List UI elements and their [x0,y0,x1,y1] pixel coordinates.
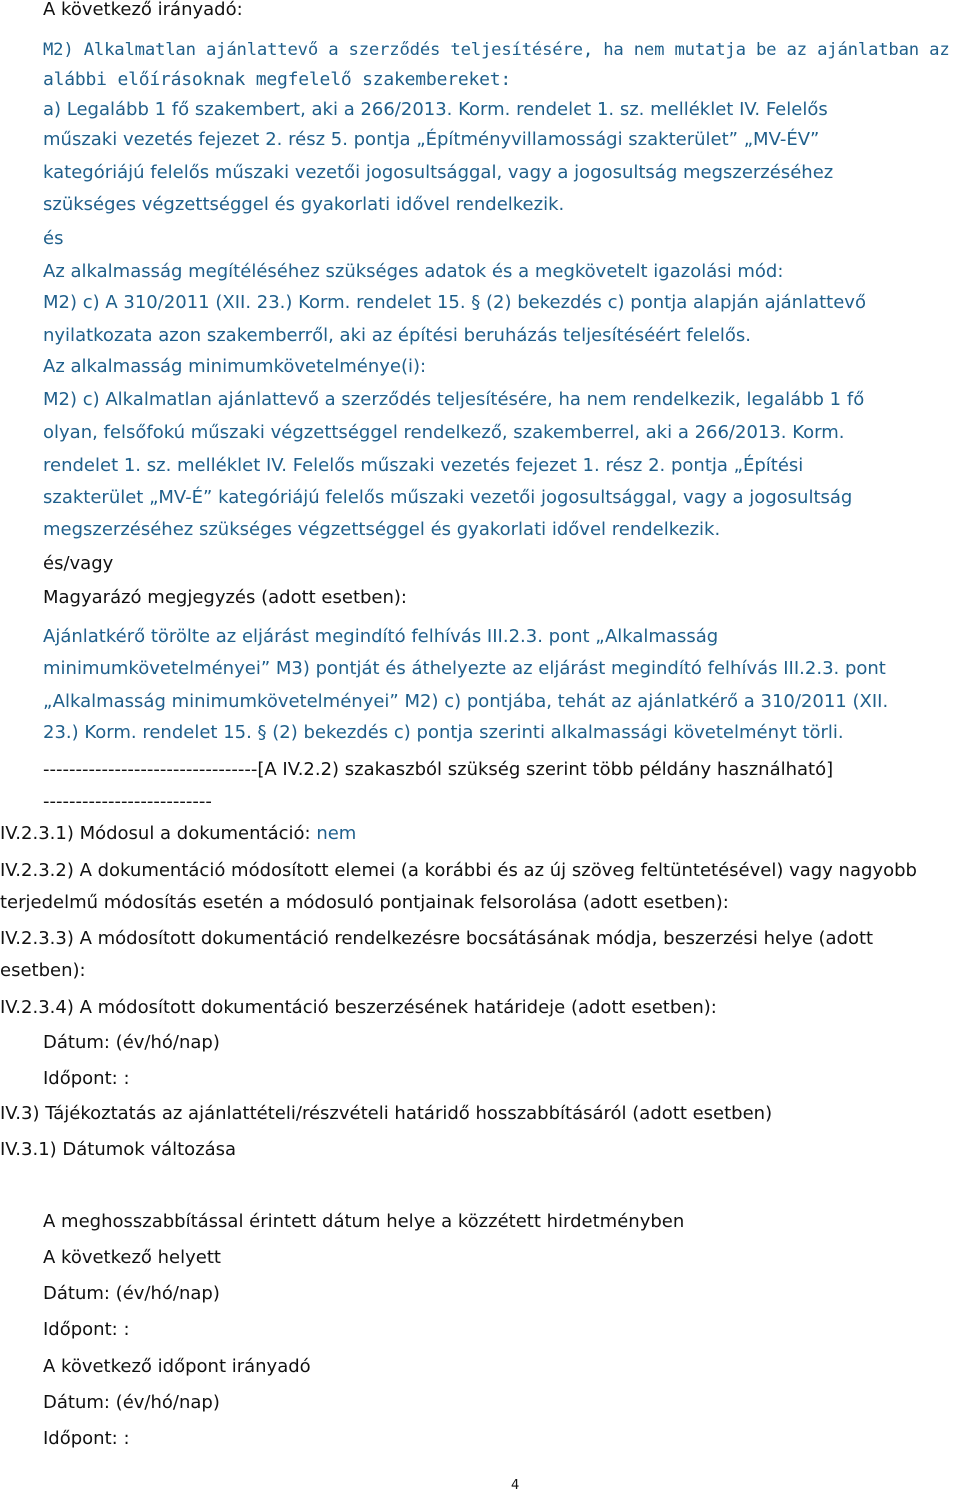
text-line: megszerzéséhez szükséges végzettséggel és gyakorlati idővel rendelkezik. [43,519,721,540]
text-line: nyilatkozata azon szakemberről, aki az építési beruházás teljesítéséért felelős. [43,325,752,346]
text-line: szükséges végzettséggel és gyakorlati idővel rendelkezik. [43,194,565,215]
applies-date: Dátum: (év/hó/nap) [43,1392,220,1413]
iv234-line: IV.2.3.4) A módosított dokumentáció beszerzésének határideje (adott esetben): [0,997,717,1018]
iv3-heading: IV.3) Tájékoztatás az ajánlattételi/részvételi határidő hosszabbításáról (adott esetben) [0,1103,773,1124]
text-line: rendelet 1. sz. melléklet IV. Felelős műszaki vezetés fejezet 1. rész 2. pontja „Építési [43,455,804,476]
text-line: olyan, felsőfokú műszaki végzettséggel rendelkező, szakemberrel, aki a 266/2013. Korm. [43,422,845,443]
es-vagy-label: és/vagy [43,553,114,574]
separator-line: ---------------------------------[A IV.2.2) szakaszból szükség szerint több példány használható] [43,759,834,780]
iv232-line: IV.2.3.2) A dokumentáció módosított elemei (a korábbi és az új szöveg feltüntetésével) vagy nagyobb [0,860,917,881]
note-line: minimumkövetelményei” M3) pontját és áthelyezte az eljárást megindító felhívás III.2.3. pont [43,658,886,679]
applies-time: Időpont: : [43,1428,130,1449]
iv233-line: esetben): [0,960,86,981]
section-heading: A következő irányadó: [43,0,243,20]
iv234-time: Időpont: : [43,1068,130,1089]
text-line: kategóriájú felelős műszaki vezetői jogosultsággal, vagy a jogosultság megszerzéséhez [43,162,834,183]
text-line: Az alkalmasság megítéléséhez szükséges adatok és a megkövetelt igazolási mód: [43,261,784,282]
page-number: 4 [511,1478,520,1493]
iv31-heading: IV.3.1) Dátumok változása [0,1139,237,1160]
note-line: „Alkalmasság minimumkövetelményei” M2) c) pontjába, tehát az ajánlatkérő a 310/2011 (XII. [43,691,889,712]
iv234-date: Dátum: (év/hó/nap) [43,1032,220,1053]
text-line: alábbi előírásoknak megfelelő szakembereket: [43,69,512,90]
applies-label: A következő időpont irányadó [43,1356,311,1377]
extension-heading: A meghosszabbítással érintett dátum helye a közzétett hirdetményben [43,1211,685,1232]
iv231-line [0,818,356,850]
instead-time: Időpont: : [43,1319,130,1340]
text-line: szakterület „MV-É” kategóriájú felelős műszaki vezetői jogosultsággal, vagy a jogosultság [43,487,853,508]
iv233-line: IV.2.3.3) A módosított dokumentáció rendelkezésre bocsátásának módja, beszerzési helye (adott [0,928,874,949]
note-line: 23.) Korm. rendelet 15. § (2) bekezdés c) pontja szerinti alkalmassági követelményt törli. [43,722,844,743]
instead-date: Dátum: (év/hó/nap) [43,1283,220,1304]
text-line: M2) c) A 310/2011 (XII. 23.) Korm. rendelet 15. § (2) bekezdés c) pontja alapján ajánlattevő [43,292,866,313]
iv231-value: nem [316,823,357,844]
note-line: Ajánlatkérő törölte az eljárást megindító felhívás III.2.3. pont „Alkalmasság [43,626,719,647]
text-line: M2) Alkalmatlan ajánlattevő a szerződés teljesítésére, ha nem mutatja be az ajánlatban az [43,40,950,60]
text-line: és [43,228,64,249]
text-line: a) Legalább 1 fő szakembert, aki a 266/2013. Korm. rendelet 1. sz. melléklet IV. Felelős [43,99,828,120]
instead-label: A következő helyett [43,1247,221,1268]
text-line: műszaki vezetés fejezet 2. rész 5. pontja „Építményvillamossági szakterület” „MV-ÉV” [43,129,820,150]
text-line: Az alkalmasság minimumkövetelménye(i): [43,356,427,377]
iv231-label: IV.2.3.1) Módosul a dokumentáció: [0,823,317,844]
separator-line: -------------------------- [43,791,212,812]
iv232-line: terjedelmű módosítás esetén a módosuló pontjainak felsorolása (adott esetben): [0,892,729,913]
text-line: M2) c) Alkalmatlan ajánlattevő a szerződés teljesítésére, ha nem rendelkezik, legalább 1 fő [43,389,865,410]
note-heading: Magyarázó megjegyzés (adott esetben): [43,587,407,608]
